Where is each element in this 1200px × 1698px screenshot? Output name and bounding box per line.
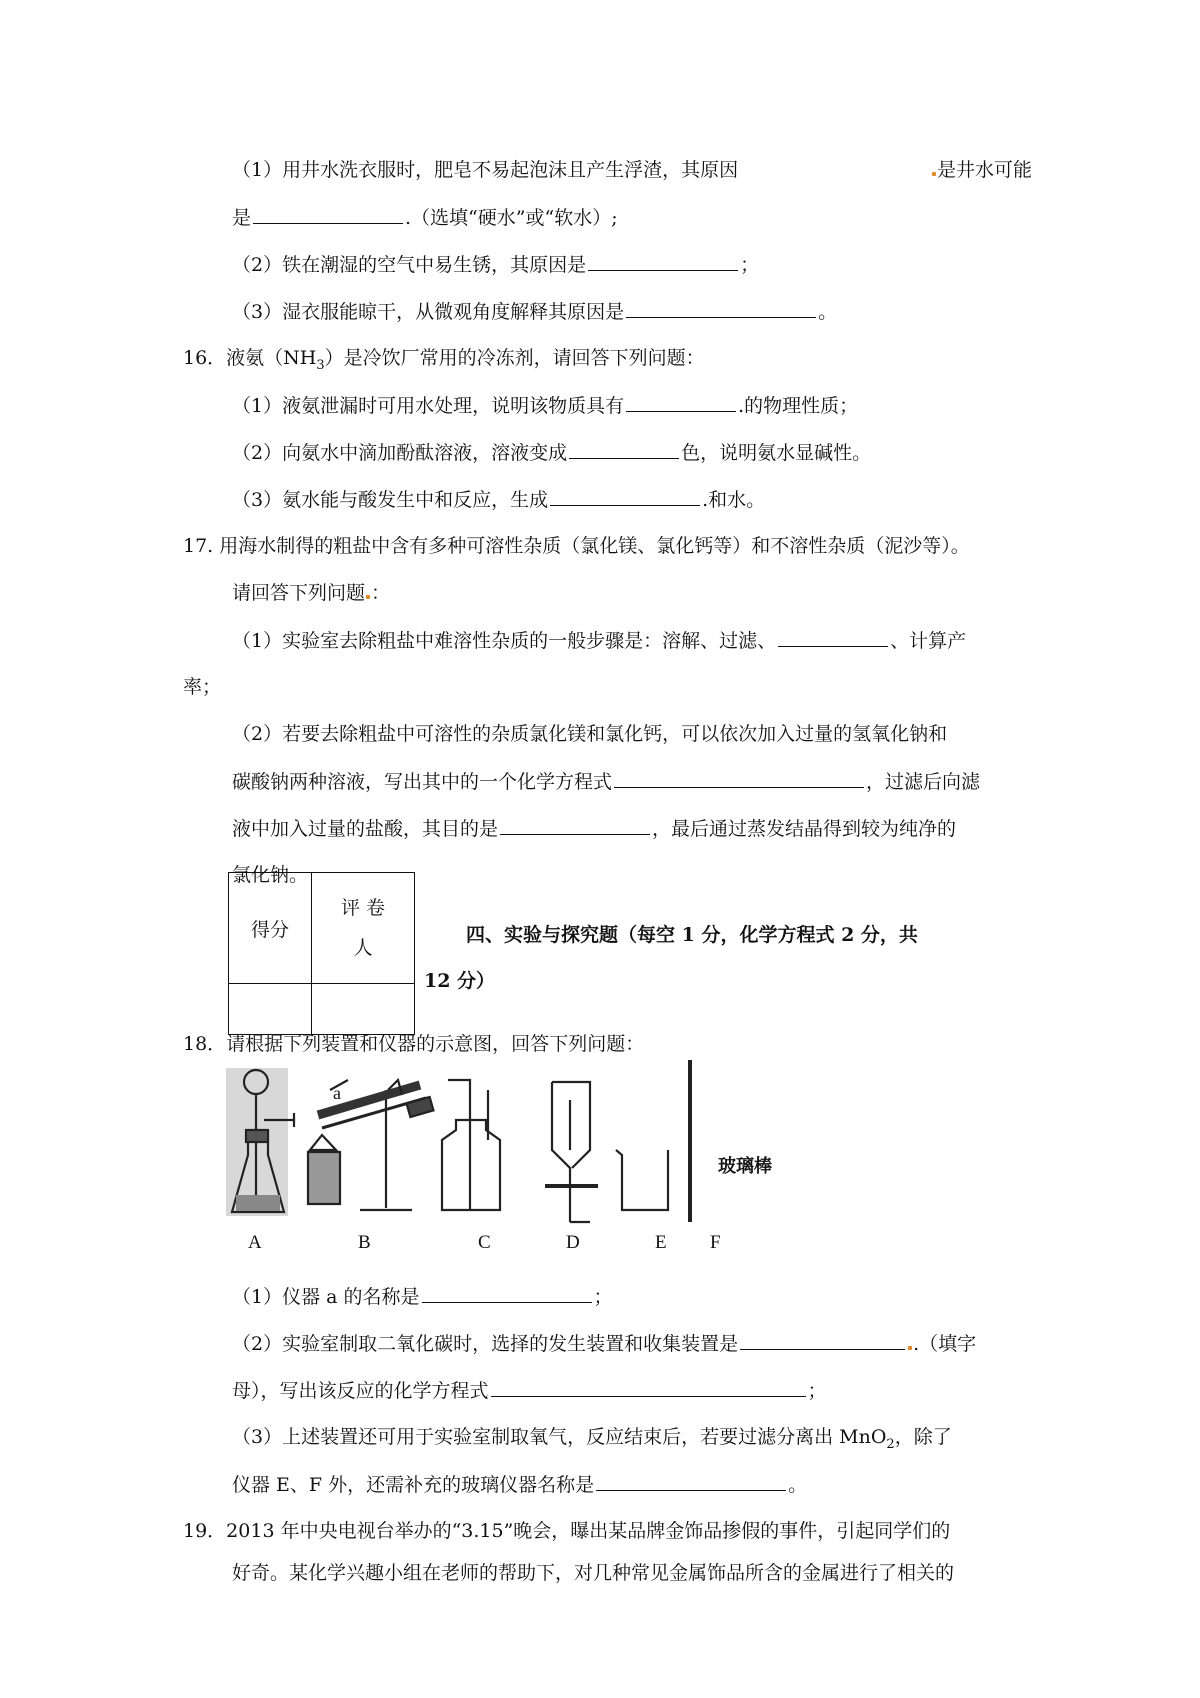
q16-stem-text-a: 16．液氨（NH xyxy=(183,347,317,369)
label-a: A xyxy=(248,1232,262,1253)
q15-part1-text-a: （1）用井水洗衣服时，肥皂不易起泡沫且产生浮渣，其原因 xyxy=(232,159,739,181)
q18-stem-text-b: 答下列问题： xyxy=(530,1033,645,1055)
q16-part3-text-b: .和水。 xyxy=(702,489,766,511)
q18-blank-4[interactable] xyxy=(596,1470,786,1491)
q18-blank-3[interactable] xyxy=(491,1376,806,1397)
q18-part3-text-d: 。 xyxy=(788,1474,808,1496)
q15-part1-text-d: .（选填“硬水”或“软水）; xyxy=(405,207,618,229)
q18-part1-text-a: （1）仪器 a 的名称是 xyxy=(232,1286,420,1308)
q18-part3-text-c: 仪器 E、F 外，还需补充的玻璃仪器名称是 xyxy=(232,1474,595,1496)
q18-part3-subscript: 2 xyxy=(886,1436,895,1452)
q15-part2-text-a: （2）铁在潮湿的空气中易生锈，其原因是 xyxy=(232,254,587,276)
q17-part1-text-c: 率； xyxy=(183,676,222,698)
q18-part2-line1 xyxy=(232,1329,976,1358)
label-e: E xyxy=(655,1232,667,1253)
q18-part3-text-b: ，除了 xyxy=(894,1426,952,1448)
score-header-cell: 得分 xyxy=(229,873,312,984)
q18-part2-text-c: 母），写出该反应的化学方程式 xyxy=(232,1380,489,1402)
q16-part2-text-a: （2）向氨水中滴加酚酞溶液，溶液变成 xyxy=(232,442,568,464)
q19-line1: 19．2013 年中央电视台举办的“3.15”晚会，曝出某品牌金饰品掺假的事件，引起同学们的 xyxy=(183,1520,951,1542)
q19-line2: 好奇。某化学兴趣小组在老师的帮助下，对几种常见金属饰品所含的金属进行了相关的 xyxy=(232,1562,955,1584)
q18-blank-2[interactable] xyxy=(740,1329,905,1350)
q17-part2-text-d: 液中加入过量的盐酸，其目的是 xyxy=(232,818,499,840)
q16-stem-text-b: ）是冷饮厂常用的冷冻剂，请回答下列问题： xyxy=(324,347,705,369)
q16-part3-text-a: （3）氨水能与酸发生中和反应，生成 xyxy=(232,489,549,511)
apparatus-b-letter: a xyxy=(333,1083,341,1103)
q17-part2-text-a: （2）若要去除粗盐中可溶性的杂质氯化镁和氯化钙，可以依次加入过量的氢氧化钠和 xyxy=(232,723,948,745)
apparatus-a-flask xyxy=(226,1068,294,1216)
q17-stem-text: 17. 用海水制得的粗盐中含有多种可溶性杂质（氯化镁、氯化钙等）和不溶性杂质（泥沙等）。 xyxy=(183,535,970,557)
q15-part1-text-b: 是井水可能 xyxy=(936,159,1032,181)
q17-part2-text-b: 碳酸钠两种溶液，写出其中的一个化学方程式 xyxy=(232,771,613,793)
q17-stem2-text-b: ： xyxy=(371,582,391,604)
q17-part2-text-c: ，过滤后向滤 xyxy=(866,771,981,793)
section4-title-line1: 四、实验与探究题（每空 1 分，化学方程式 2 分，共 xyxy=(466,924,918,946)
q16-part1-text-a: （1）液氨泄漏时可用水处理，说明该物质具有 xyxy=(232,395,625,417)
q17-part1-text-b: 、计算产 xyxy=(890,630,967,652)
q18-part2-text-d: ； xyxy=(807,1380,827,1402)
q18-part3-text-a: （3）上述装置还可用于实验室制取氧气，反应结束后，若要过滤分离出 MnO xyxy=(232,1426,887,1448)
q16-stem-subscript: 3 xyxy=(316,357,325,373)
q18-part3-line1 xyxy=(232,1423,952,1459)
glass-rod-label: 玻璃棒 xyxy=(718,1156,772,1177)
apparatus-c-gas-bottle xyxy=(442,1080,500,1210)
orange-mark-icon xyxy=(908,1346,912,1350)
label-d: D xyxy=(566,1232,580,1253)
q18-part2-line2 xyxy=(232,1376,827,1405)
section4-title-line2: 12 分） xyxy=(424,970,496,992)
label-f: F xyxy=(710,1232,721,1253)
q18-blank-1[interactable] xyxy=(422,1282,592,1303)
q15-part3-text-b: 。 xyxy=(818,301,838,323)
q16-part1-text-b: .的物理性质； xyxy=(738,395,859,417)
label-b: B xyxy=(358,1232,371,1253)
q17-part1-text-a: （1）实验室去除粗盐中难溶性杂质的一般步骤是：溶解、过滤、 xyxy=(232,630,777,652)
q18-stem-text-a: 18．请根据下列装置和仪器的示意图，回 xyxy=(183,1033,531,1055)
q17-stem2-text-a: 请回答下列问题 xyxy=(232,582,366,604)
apparatus-b-heating-setup xyxy=(308,1080,433,1210)
grader-header-text-a: 评 卷 xyxy=(340,897,386,919)
q17-part2-text-f: 氯化钠。 xyxy=(232,864,309,886)
apparatus-e-beaker xyxy=(616,1150,668,1210)
q18-part2-text-a: （2）实验室制取二氧化碳时，选择的发生装置和收集装置是 xyxy=(232,1333,739,1355)
apparatus-d-water-collection xyxy=(545,1082,598,1222)
q18-part1-text-b: ； xyxy=(593,1286,613,1308)
q18-part2-text-b: .（填字 xyxy=(913,1333,977,1355)
q15-part1-text-c: 是 xyxy=(232,207,252,229)
q17-part2-text-e: ，最后通过蒸发结晶得到较为纯净的 xyxy=(652,818,957,840)
label-c: C xyxy=(478,1232,491,1253)
grader-header-text-b: 人 xyxy=(353,937,373,959)
q18-part1 xyxy=(232,1282,613,1311)
q18-part3-line2 xyxy=(232,1470,807,1499)
q16-part2-text-b: 色，说明氨水显碱性。 xyxy=(681,442,872,464)
q15-part3-text-a: （3）湿衣服能晾干，从微观角度解释其原因是 xyxy=(232,301,625,323)
q15-part2-text-b: ； xyxy=(740,254,760,276)
